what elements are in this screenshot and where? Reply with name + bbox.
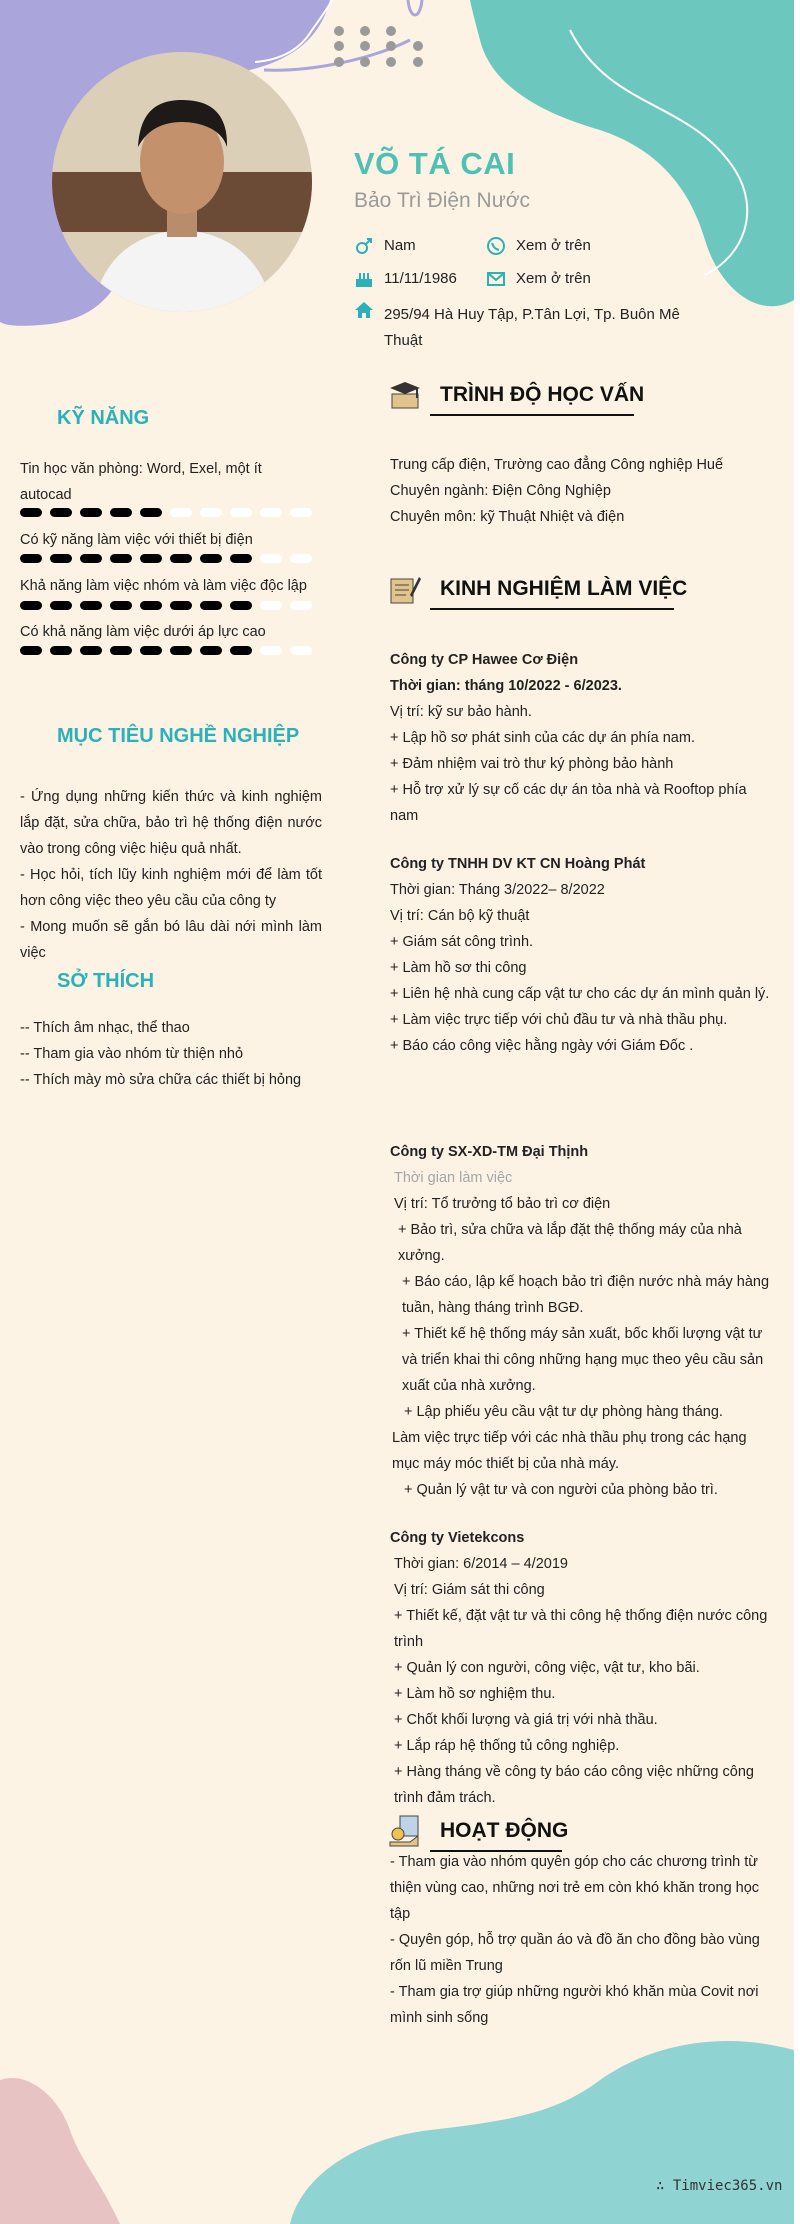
email-icon: [486, 269, 506, 289]
skill-item-4: [20, 619, 322, 645]
objective-heading: MỤC TIÊU NGHỀ NGHIỆP: [57, 725, 300, 747]
job-block-2: [390, 851, 770, 1059]
skill-dot-empty: [290, 601, 312, 610]
skill-dot-empty: [290, 554, 312, 563]
skill-dot-filled: [110, 554, 132, 563]
job-line: + Quản lý vật tư và con người của phòng bảo trì.: [404, 1482, 718, 1498]
objective-line: - Học hỏi, tích lũy kinh nghiệm mới để làm tốt hơn công việc theo yêu cầu của công ty: [20, 867, 322, 909]
hobbies-text: [20, 1015, 322, 1093]
skill-dot-filled: [80, 601, 102, 610]
job-block-3: [390, 1139, 770, 1503]
skill-dot-filled: [80, 554, 102, 563]
activities-text: [390, 1849, 770, 2031]
job-line: Thời gian: 6/2014 – 4/2019: [394, 1556, 568, 1572]
job-line: + Hỗ trợ xử lý sự cố các dự án tòa nhà và Rooftop phía nam: [390, 782, 747, 824]
skill-label: Có khả năng làm việc dưới áp lực cao: [20, 624, 266, 640]
education-heading: TRÌNH ĐỘ HỌC VẤN: [440, 383, 645, 406]
skill-dot-empty: [260, 508, 282, 517]
job-line: + Giám sát công trình.: [390, 934, 534, 950]
avatar: [52, 52, 312, 312]
skill-dot-empty: [260, 554, 282, 563]
lavender-line-small: [408, 0, 422, 15]
job-block-4: [390, 1525, 770, 1811]
skill-label: Khả năng làm việc nhóm và làm việc độc lập: [20, 578, 307, 594]
skill-dot-filled: [140, 554, 162, 563]
skill-dot-filled: [200, 646, 222, 655]
job-line: + Hàng tháng về công ty báo cáo công việc những công trình đảm trách.: [394, 1764, 754, 1806]
job-line: + Làm hồ sơ thi công: [390, 960, 527, 976]
skill-dot-empty: [260, 601, 282, 610]
job-line: Vị trí: Giám sát thi công: [394, 1582, 545, 1598]
skill-dot-filled: [50, 646, 72, 655]
email-value: Xem ở trên: [516, 270, 591, 287]
skill-dot-empty: [290, 508, 312, 517]
skill-dot-filled: [50, 554, 72, 563]
brand-name: Timviec365.vn: [672, 2178, 783, 2194]
company-name: Công ty CP Hawee Cơ Điện: [390, 652, 579, 668]
job-title: Bảo Trì Điện Nước: [354, 189, 531, 212]
skill-level-bar: [20, 554, 322, 564]
job-period: Thời gian: tháng 10/2022 - 6/2023.: [390, 678, 622, 694]
company-name: Công ty SX-XD-TM Đại Thịnh: [390, 1144, 589, 1160]
job-line: Làm việc trực tiếp với các nhà thầu phụ trong các hạng mục máy móc thiết bị của nhà máy.: [392, 1430, 747, 1472]
skill-dot-filled: [110, 646, 132, 655]
job-line: + Liên hệ nhà cung cấp vật tư cho các dự án mình quản lý.: [390, 986, 770, 1002]
skill-label: Tin học văn phòng: Word, Exel, một ít: [20, 461, 262, 477]
skill-dot-filled: [20, 601, 42, 610]
skill-label: Có kỹ năng làm việc với thiết bị điện: [20, 532, 253, 548]
skill-dot-filled: [200, 601, 222, 610]
education-text: [390, 452, 770, 530]
graduation-cap-icon: [388, 378, 422, 412]
skill-item-2: [20, 527, 322, 553]
company-name: Công ty TNHH DV KT CN Hoàng Phát: [390, 856, 646, 872]
job-line: + Lập phiếu yêu cầu vật tư dự phòng hàng tháng.: [404, 1404, 723, 1420]
activity-line: - Quyên góp, hỗ trợ quần áo và đồ ăn cho đồng bào vùng rốn lũ miền Trung: [390, 1932, 760, 1974]
experience-heading-underline: [430, 608, 674, 610]
activity-line: - Tham gia trợ giúp những người khó khăn mùa Covit nơi mình sinh sống: [390, 1984, 759, 2026]
skill-dot-filled: [20, 646, 42, 655]
gender-icon: [354, 236, 374, 256]
right-edge: [794, 0, 800, 2224]
objective-text: [20, 784, 322, 966]
job-block-1: [390, 647, 770, 829]
skill-dot-filled: [80, 646, 102, 655]
skill-level-bar: [20, 646, 322, 656]
job-line: + Đảm nhiệm vai trò thư ký phòng bảo hành: [390, 756, 674, 772]
phone-value: Xem ở trên: [516, 237, 591, 254]
skill-dot-filled: [110, 601, 132, 610]
job-line: Vị trí: kỹ sư bảo hành.: [390, 704, 532, 720]
hand-coins-icon: [388, 1814, 422, 1848]
activities-heading: HOẠT ĐỘNG: [440, 1819, 569, 1842]
skill-label: autocad: [20, 487, 72, 503]
address-line-2: Thuật: [384, 332, 423, 349]
teal-blob-bottom: [290, 2041, 794, 2224]
job-line: Vị trí: Tổ trưởng tổ bảo trì cơ điện: [394, 1196, 611, 1212]
objective-line: - Ứng dụng những kiến thức và kinh nghiệm lắp đặt, sửa chữa, bảo trì hệ thống điện nước vào trong công việc hiệu quả nhất.: [20, 789, 322, 857]
education-heading-underline: [430, 414, 634, 416]
dob-value: 11/11/1986: [384, 270, 457, 287]
job-line: + Thiết kế, đặt vật tư và thi công hệ thống điện nước công trình: [394, 1608, 768, 1650]
job-line: Vị trí: Cán bộ kỹ thuật: [390, 908, 530, 924]
skill-dot-filled: [50, 508, 72, 517]
skill-dot-filled: [170, 646, 192, 655]
job-line: + Quản lý con người, công việc, vật tư, kho bãi.: [394, 1660, 700, 1676]
skill-dot-filled: [230, 646, 252, 655]
candidate-name: VÕ TÁ CAI: [354, 146, 516, 181]
skill-dot-empty: [260, 646, 282, 655]
skills-heading: KỸ NĂNG: [57, 407, 150, 429]
job-line: + Thiết kế hệ thống máy sản xuất, bốc khối lượng vật tư và triển khai thi công những hạng mục theo yêu cầu sản xuất của nhà xưởng.: [402, 1326, 764, 1394]
skill-level-bar: [20, 508, 322, 518]
skill-item-1: [20, 456, 322, 508]
brand-logo-icon: ∴: [656, 2178, 673, 2194]
skill-dot-empty: [290, 646, 312, 655]
home-icon: [354, 300, 374, 320]
skill-dot-filled: [50, 601, 72, 610]
address-value: [384, 302, 680, 354]
skill-dot-filled: [170, 601, 192, 610]
skill-dot-empty: [230, 508, 252, 517]
job-line: + Làm hồ sơ nghiệm thu.: [394, 1686, 556, 1702]
skill-dot-filled: [140, 646, 162, 655]
job-line: + Làm việc trực tiếp với chủ đầu tư và nhà thầu phụ.: [390, 1012, 728, 1028]
job-line: + Bảo trì, sửa chữa và lắp đặt thệ thống máy của nhà xưởng.: [398, 1222, 742, 1264]
teal-blob-top: [470, 0, 794, 306]
activity-line: - Tham gia vào nhóm quyên góp cho các chương trình từ thiện vùng cao, những nơi trẻ em còn khó khăn trong học tập: [390, 1854, 760, 1922]
job-line: Thời gian: Tháng 3/2022– 8/2022: [390, 882, 605, 898]
job-line: + Lắp ráp hệ thống tủ công nghiệp.: [394, 1738, 620, 1754]
skill-dot-filled: [140, 601, 162, 610]
skill-dot-filled: [20, 554, 42, 563]
address-line-1: 295/94 Hà Huy Tập, P.Tân Lợi, Tp. Buôn Mê: [384, 306, 680, 323]
pink-blob: [0, 2078, 120, 2224]
gender-value: Nam: [384, 237, 416, 254]
skill-dot-filled: [170, 554, 192, 563]
job-line: + Chốt khối lượng và giá trị với nhà thầu.: [394, 1712, 658, 1728]
hobby-line: -- Thích mày mò sửa chữa các thiết bị hỏng: [20, 1072, 302, 1088]
briefcase-icon: [388, 571, 422, 605]
company-name: Công ty Vietekcons: [390, 1530, 525, 1546]
job-line: + Lập hồ sơ phát sinh của các dự án phía nam.: [390, 730, 695, 746]
education-line: Chuyên ngành: Điện Công Nghiệp: [390, 483, 611, 499]
hobbies-heading: SỞ THÍCH: [57, 970, 155, 992]
skill-dot-filled: [230, 601, 252, 610]
phone-icon: [486, 236, 506, 256]
experience-heading: KINH NGHIỆM LÀM VIỆC: [440, 577, 688, 600]
skill-dot-filled: [230, 554, 252, 563]
skill-dot-filled: [140, 508, 162, 517]
skill-dot-empty: [200, 508, 222, 517]
footer-brand: [656, 2178, 782, 2194]
skill-item-3: [20, 573, 322, 599]
skill-dot-filled: [110, 508, 132, 517]
education-line: Trung cấp điện, Trường cao đẳng Công nghiệp Huế: [390, 457, 724, 473]
hobby-line: -- Thích âm nhạc, thể thao: [20, 1020, 190, 1036]
objective-line: - Mong muốn sẽ gắn bó lâu dài nới mình làm việc: [20, 919, 322, 961]
skill-dot-filled: [200, 554, 222, 563]
skill-dot-empty: [170, 508, 192, 517]
skill-level-bar: [20, 601, 322, 611]
education-line: Chuyên môn: kỹ Thuật Nhiệt và điện: [390, 509, 625, 525]
skill-dot-filled: [20, 508, 42, 517]
job-line: + Báo cáo, lập kế hoạch bảo trì điện nước nhà máy hàng tuần, hàng tháng trình BGĐ.: [402, 1274, 770, 1316]
hobby-line: -- Tham gia vào nhóm từ thiện nhỏ: [20, 1046, 244, 1062]
skill-dot-filled: [80, 508, 102, 517]
avatar-image: [52, 52, 312, 312]
job-line: + Báo cáo công việc hằng ngày với Giám Đốc .: [390, 1038, 694, 1054]
birthday-cake-icon: [354, 269, 374, 289]
job-period-placeholder: Thời gian làm việc: [394, 1170, 513, 1186]
